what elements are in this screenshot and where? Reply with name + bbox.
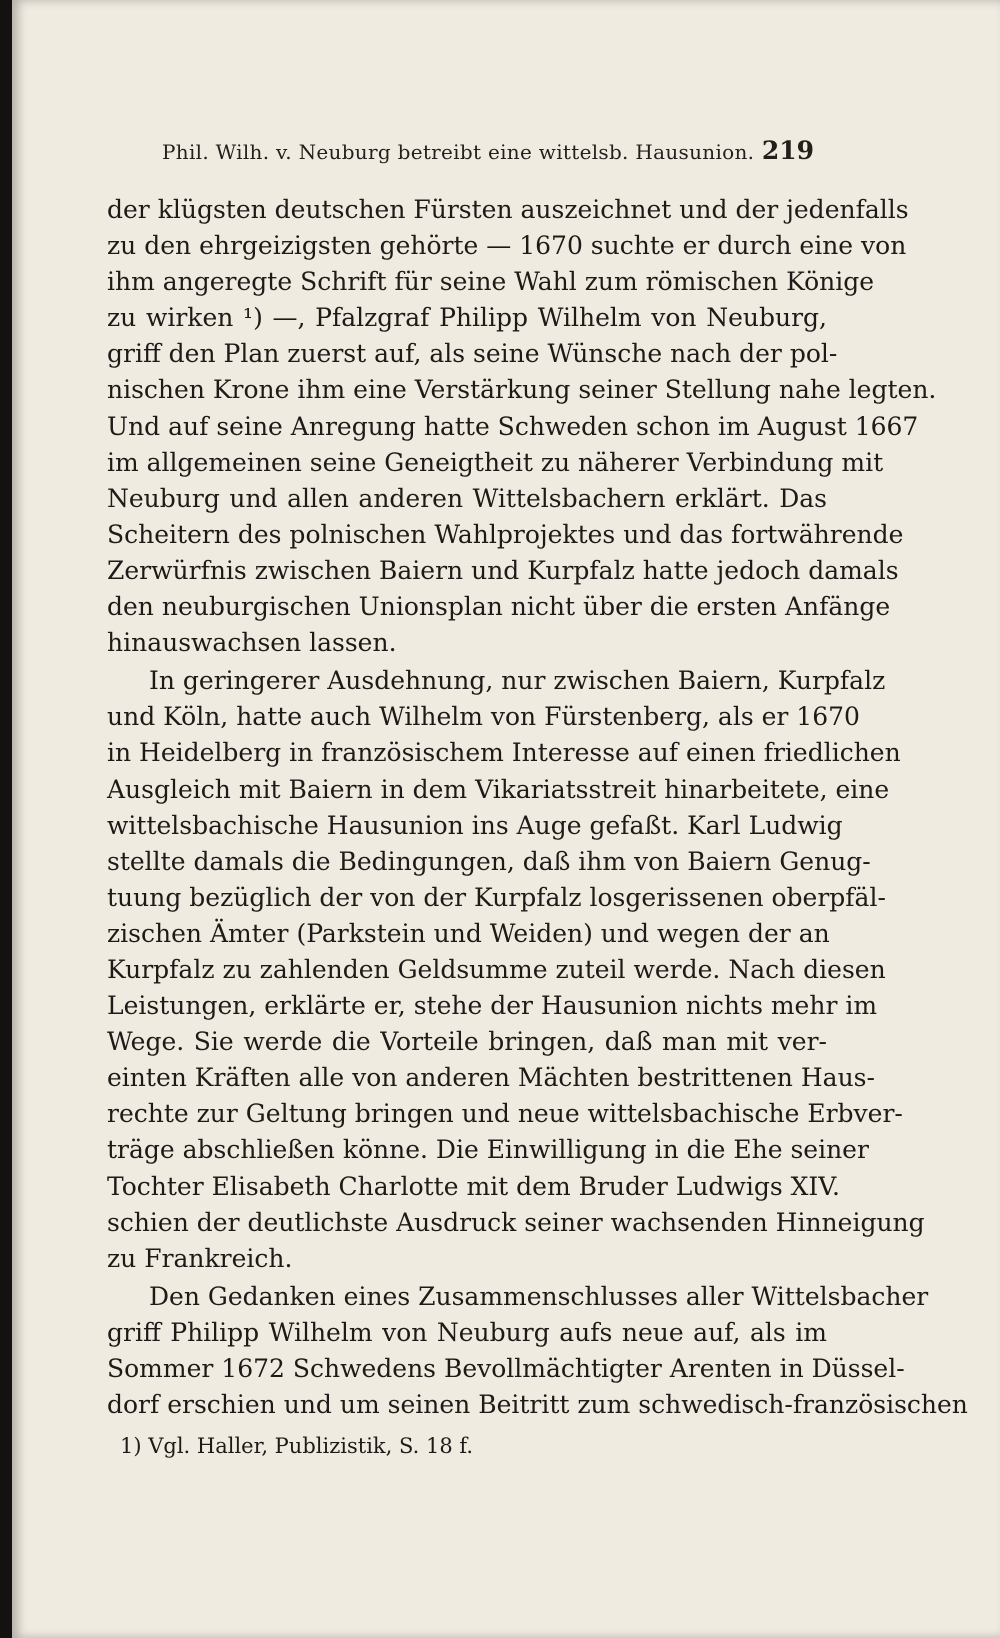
text-line: träge abschließen könne. Die Einwilligung in die Ehe seiner: [107, 1135, 869, 1165]
text-line: Und auf seine Anregung hatte Schweden schon im August 1667: [107, 411, 919, 441]
text-line: in Heidelberg in französischem Interesse auf einen friedlichen: [107, 738, 901, 768]
text-line: nischen Krone ihm eine Verstärkung seiner Stellung nahe legten.: [107, 375, 937, 405]
running-head: Phil. Wilh. v. Neuburg betreibt eine wittelsb. Hausunion.: [162, 140, 755, 164]
text-line: tuung bezüglich der von der Kurpfalz losgerissenen oberpfäl-: [107, 882, 886, 912]
book-page: [12, 0, 1000, 1638]
text-line: Tochter Elisabeth Charlotte mit dem Bruder Ludwigs XIV.: [107, 1171, 840, 1201]
text-line: zischen Ämter (Parkstein und Weiden) und wegen der an: [107, 918, 830, 948]
text-line: der klügsten deutschen Fürsten auszeichnet und der jedenfalls: [107, 195, 909, 224]
text-line: und Köln, hatte auch Wilhelm von Fürstenberg, als er 1670: [107, 702, 860, 732]
text-line: wittelsbachische Hausunion ins Auge gefaßt. Karl Ludwig: [107, 810, 843, 840]
text-line: dorf erschien und um seinen Beitritt zum schwedisch-französischen: [107, 1390, 968, 1420]
text-line: Den Gedanken eines Zusammenschlusses aller Wittelsbacher: [149, 1281, 929, 1311]
text-line: stellte damals die Bedingungen, daß ihm von Baiern Genug-: [107, 846, 871, 876]
text-line: hinauswachsen lassen.: [107, 628, 397, 658]
body-text: [107, 192, 968, 1423]
text-line: Wege. Sie werde die Vorteile bringen, daß man mit ver-: [107, 1027, 827, 1057]
footnote: 1) Vgl. Haller, Publizistik, S. 18 f.: [120, 1434, 474, 1458]
paragraph: [107, 663, 925, 1277]
text-line: griff den Plan zuerst auf, als seine Wünsche nach der pol-: [107, 339, 838, 369]
paragraph: [107, 192, 937, 661]
text-line: zu Frankreich.: [107, 1243, 293, 1273]
text-line: Leistungen, erklärte er, stehe der Hausunion nichts mehr im: [107, 991, 878, 1021]
text-line: Sommer 1672 Schwedens Bevollmächtigter Arenten in Düssel-: [107, 1354, 905, 1383]
text-line: im allgemeinen seine Geneigtheit zu näherer Verbindung mit: [107, 447, 884, 477]
text-line: Zerwürfnis zwischen Baiern und Kurpfalz hatte jedoch damals: [107, 555, 899, 585]
text-line: Neuburg und allen anderen Wittelsbachern erklärt. Das: [107, 483, 827, 513]
text-line: Ausgleich mit Baiern in dem Vikariatsstreit hinarbeitete, eine: [107, 774, 890, 804]
text-line: rechte zur Geltung bringen und neue wittelsbachische Erbver-: [107, 1099, 903, 1129]
page-number: 219: [761, 136, 814, 165]
text-line: den neuburgischen Unionsplan nicht über die ersten Anfänge: [107, 592, 891, 622]
text-line: griff Philipp Wilhelm von Neuburg aufs neue auf, als im: [107, 1317, 827, 1347]
text-line: einten Kräften alle von anderen Mächten bestrittenen Haus-: [107, 1063, 875, 1093]
text-line: ihm angeregte Schrift für seine Wahl zum römischen Könige: [107, 267, 875, 297]
text-line: zu wirken ¹) —, Pfalzgraf Philipp Wilhelm von Neuburg,: [107, 303, 827, 333]
text-line: In geringerer Ausdehnung, nur zwischen Baiern, Kurpfalz: [149, 666, 886, 696]
page-header: [162, 136, 814, 172]
text-line: schien der deutlichste Ausdruck seiner wachsenden Hinneigung: [107, 1207, 925, 1237]
text-line: Scheitern des polnischen Wahlprojektes und das fortwährende: [107, 519, 904, 549]
paragraph: [107, 1279, 968, 1423]
text-line: zu den ehrgeizigsten gehörte — 1670 suchte er durch eine von: [107, 231, 907, 261]
text-line: Kurpfalz zu zahlenden Geldsumme zuteil werde. Nach diesen: [107, 954, 886, 984]
